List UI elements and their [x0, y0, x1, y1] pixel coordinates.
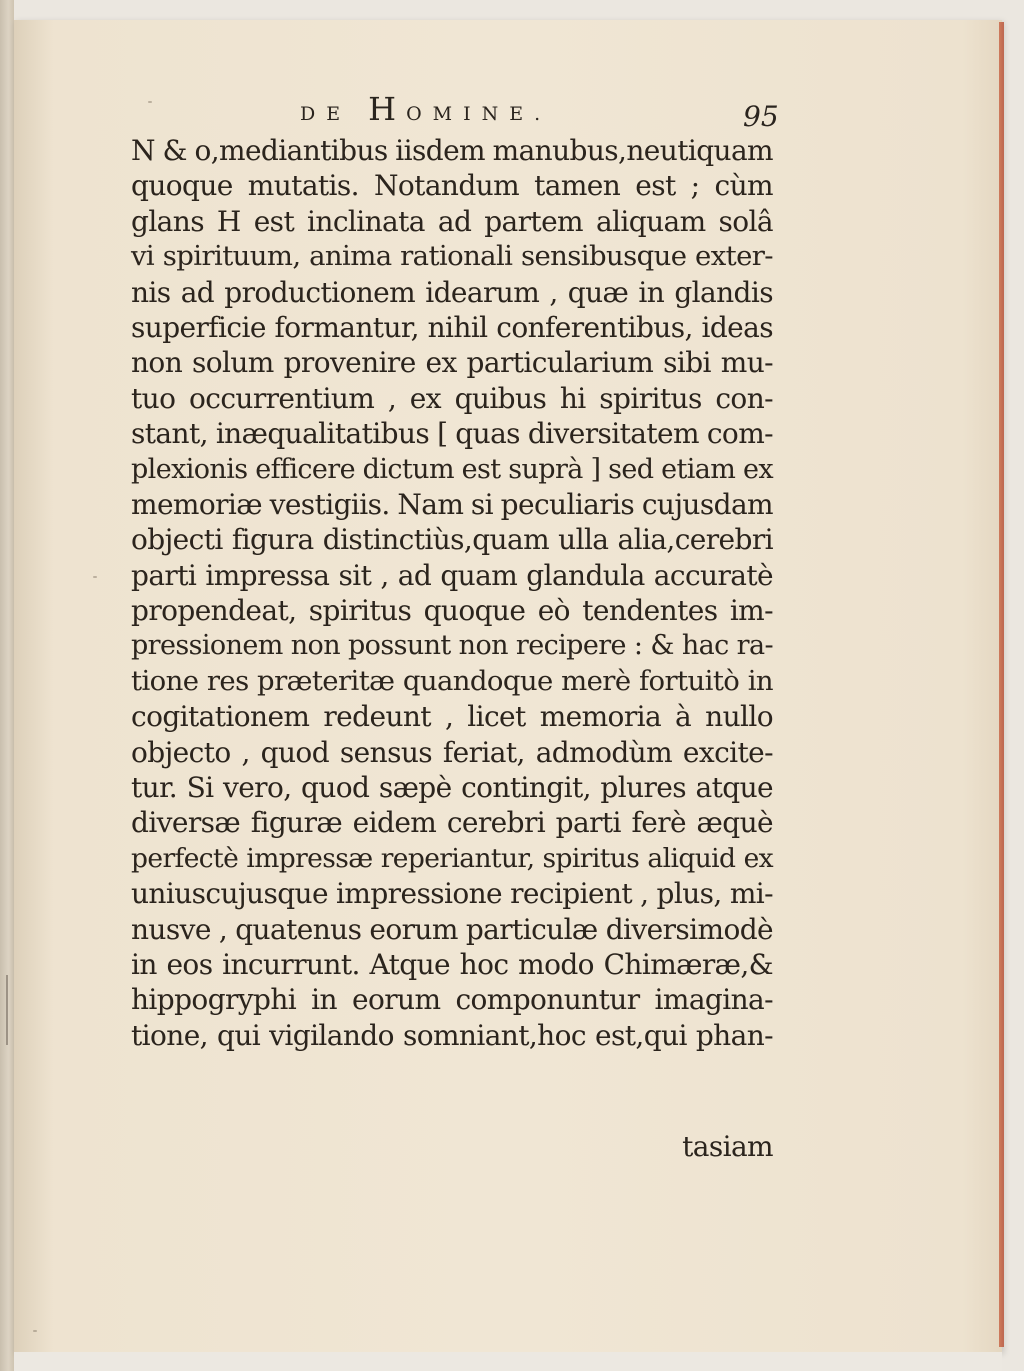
running-head-word-rest: OMINE.: [406, 103, 552, 125]
text-line: nusve , quatenus eorum particulæ diversimodè: [131, 912, 773, 946]
text-line: objecto , quod sensus feriat, admodùm excite-: [131, 735, 773, 769]
text-line: diversæ figuræ eidem cerebri parti ferè æquè: [131, 806, 773, 840]
running-head: [300, 90, 600, 130]
running-head-initial-part: DE: [300, 103, 352, 125]
text-line: nis ad productionem idearum , quæ in glandis: [131, 275, 773, 309]
text-line: hippogryphi in eorum componuntur imagina-: [131, 983, 773, 1017]
text-line: parti impressa sit , ad quam glandula accuratè: [131, 558, 773, 592]
text-line: tione, qui vigilando somniant,hoc est,qui phan-: [131, 1018, 773, 1052]
paper-fleck: [148, 101, 152, 103]
text-line: quoque mutatis. Notandum tamen est ; cùm: [131, 169, 773, 203]
page-number: 95: [743, 100, 779, 133]
text-line: memoriæ vestigiis. Nam si peculiaris cujusdam: [131, 487, 773, 521]
text-line: perfectè impressæ reperiantur, spiritus aliquid ex: [131, 842, 773, 874]
paper-fleck: [33, 1330, 37, 1332]
paper-fleck: [93, 576, 97, 578]
text-line: vi spirituum, anima rationali sensibusque exter-: [131, 240, 773, 273]
red-page-edge: [999, 22, 1004, 1347]
text-line: cogitationem redeunt , licet memoria à nullo: [131, 700, 773, 734]
page-bottom-margin: [14, 1352, 1002, 1371]
text-block: [131, 133, 773, 1053]
text-line: tione res præteritæ quandoque merè fortuitò in: [131, 664, 773, 697]
text-line: in eos incurrunt. Atque hoc modo Chimæræ,&: [131, 947, 773, 981]
text-line: non solum provenire ex particularium sibi mu-: [131, 346, 773, 380]
text-line: uniuscujusque impressione recipient , plus, mi-: [131, 877, 773, 911]
text-line: propendeat, spiritus quoque eò tendentes im-: [131, 594, 773, 628]
facing-page-edge: [0, 0, 14, 1371]
text-line: tur. Si vero, quod sæpè contingit, plures atque: [131, 771, 773, 805]
text-line: objecti figura distinctiùs,quam ulla alia,cerebri: [131, 523, 773, 557]
text-line: tuo occurrentium , ex quibus hi spiritus con-: [131, 381, 773, 415]
binding-mark: [6, 975, 8, 1045]
text-line: stant, inæqualitatibus [ quas diversitatem com-: [131, 417, 773, 451]
catchword: tasiam: [682, 1130, 773, 1163]
text-line: N & o,mediantibus iisdem manubus,neutiquam: [131, 134, 773, 167]
running-head-capital: H: [368, 90, 397, 128]
text-line: plexionis efficere dictum est suprà ] sed etiam ex: [131, 453, 773, 485]
text-line: pressionem non possunt non recipere : & hac ra-: [131, 630, 773, 662]
text-line: glans H est inclinata ad partem aliquam solâ: [131, 204, 773, 238]
text-line: superficie formantur, nihil conferentibus, ideas: [131, 310, 773, 344]
